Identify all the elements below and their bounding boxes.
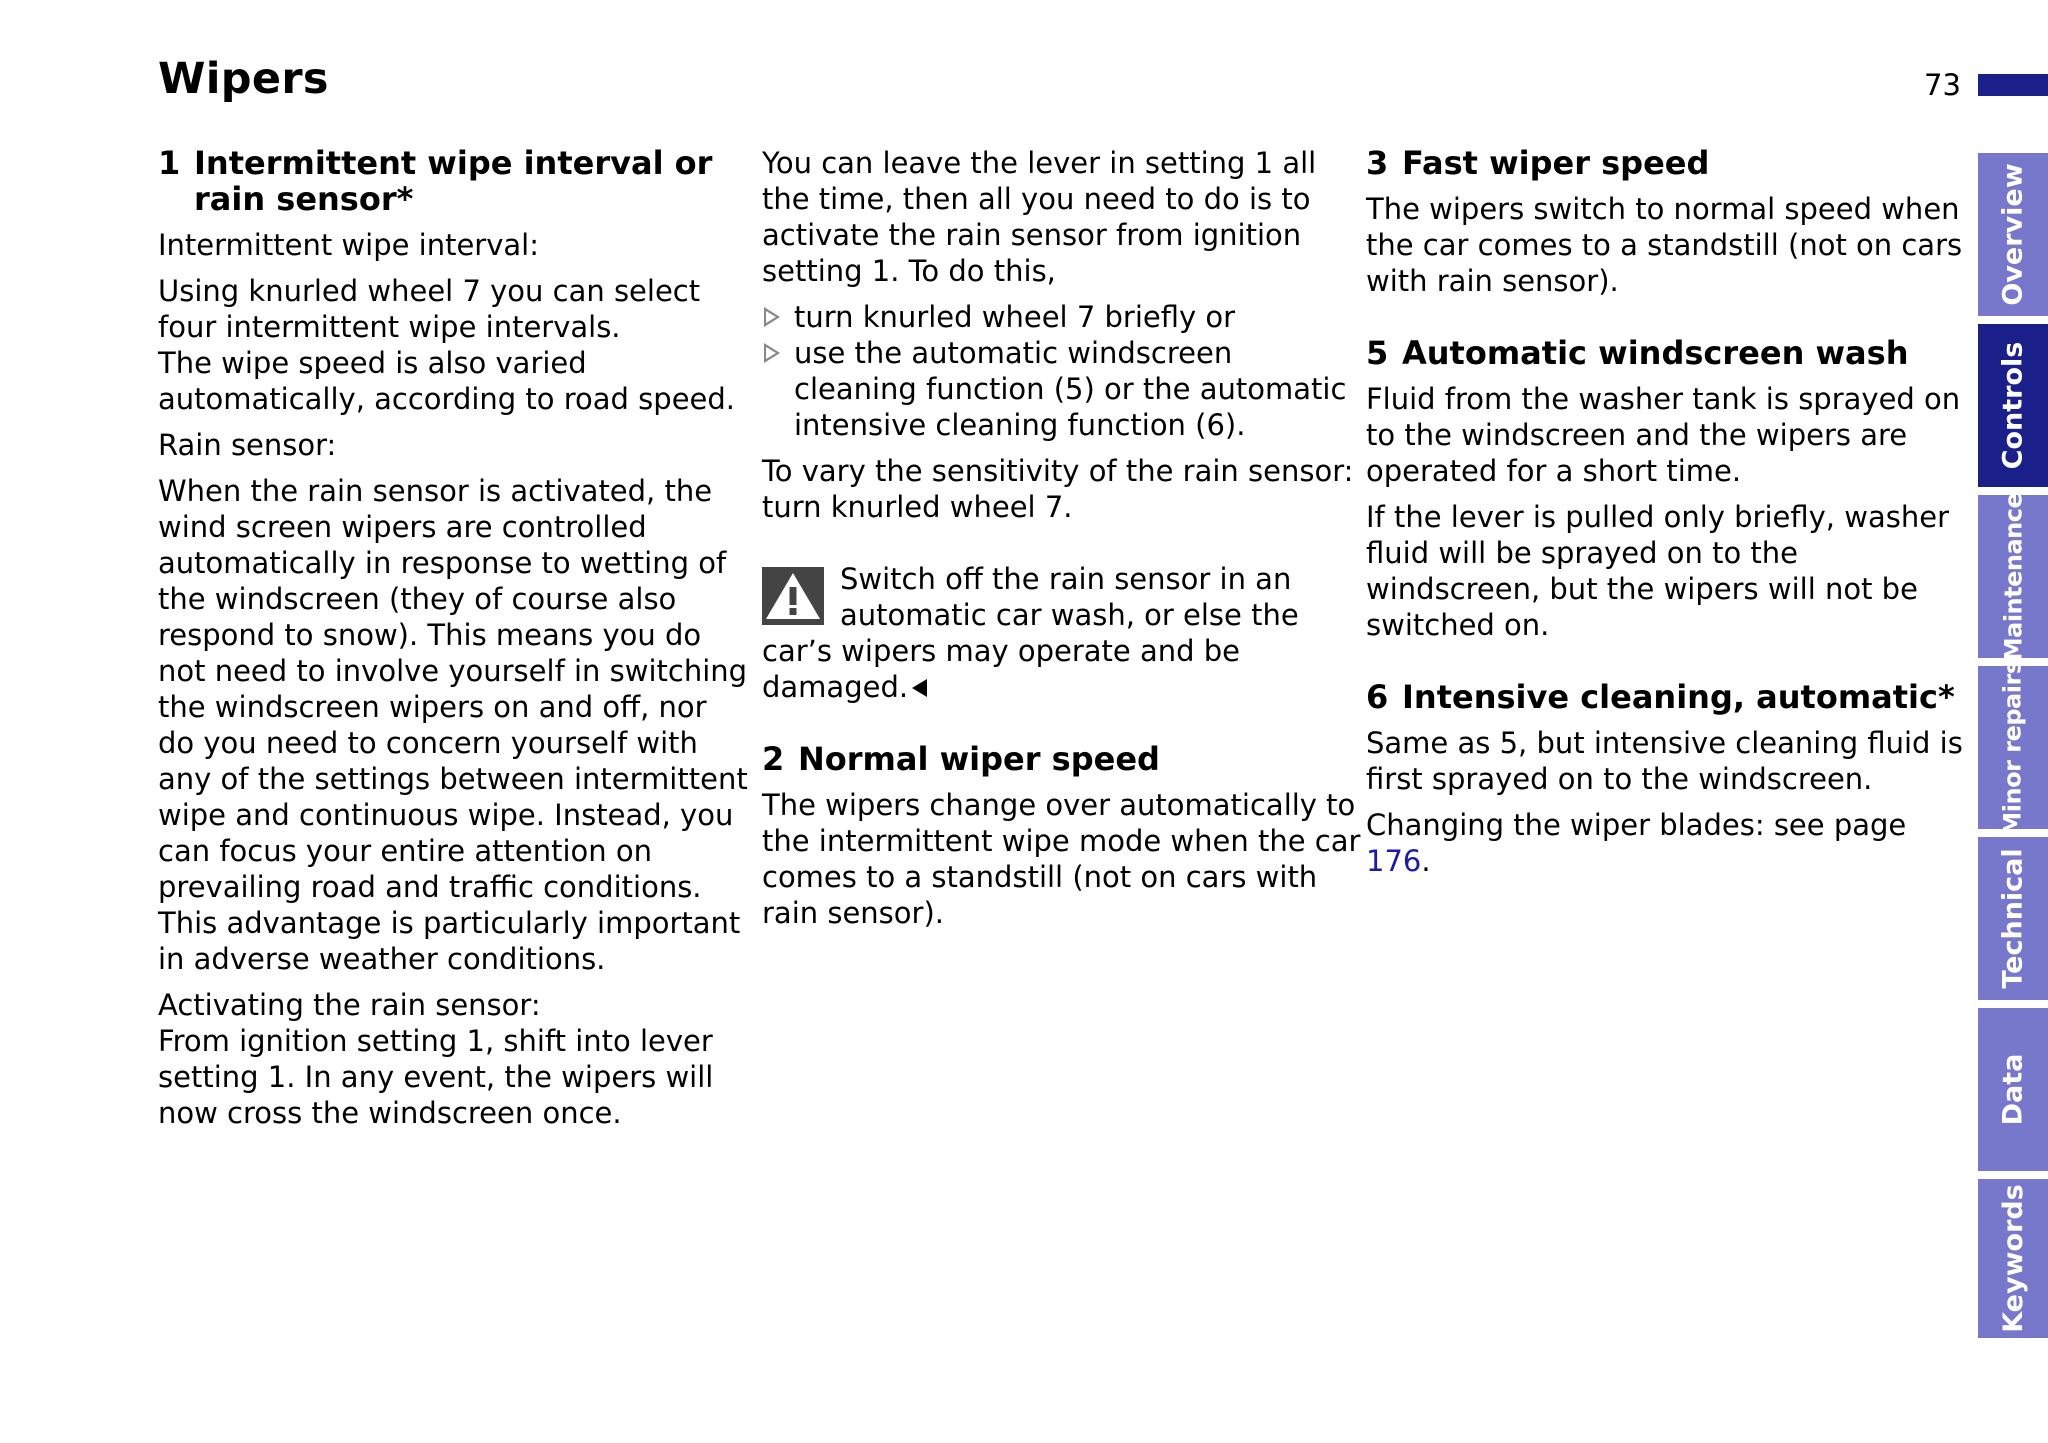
paragraph: From ignition setting 1, shift into lever setting 1. In any event, the wipers will now cross the windscreen once. xyxy=(158,1024,714,1130)
paragraph: If the lever is pulled only briefly, washer fluid will be sprayed on to the windscreen, but the wipers will not be switched on. xyxy=(1366,500,1949,642)
section-title: Intermittent wipe interval or rain sensor* xyxy=(194,144,713,218)
triangle-bullet-icon xyxy=(762,299,794,335)
list-item xyxy=(762,299,1362,335)
section-1-heading xyxy=(158,145,748,217)
tab-minor-repairs[interactable] xyxy=(1978,659,2048,836)
paragraph: You can leave the lever in setting 1 all the time, then all you need to do is to activate the rain sensor from ignition setting 1. To do this, xyxy=(762,146,1317,288)
tab-label: Overview xyxy=(1997,163,2029,306)
tab-label: Controls xyxy=(1997,341,2029,470)
tab-data[interactable] xyxy=(1978,1008,2048,1171)
tab-overview[interactable] xyxy=(1978,153,2048,316)
paragraph-text: . xyxy=(1421,844,1431,878)
tab-technical[interactable] xyxy=(1978,837,2048,1000)
section-6-heading xyxy=(1366,679,1966,715)
section-number: 1 xyxy=(158,144,181,182)
paragraph: The wipers change over automatically to the intermittent wipe mode when the car comes to a standstill (not on cars with rain sensor). xyxy=(762,788,1361,930)
paragraph: To vary the sensitivity of the rain sensor: turn knurled wheel 7. xyxy=(762,454,1354,524)
page-title: Wipers xyxy=(158,54,329,104)
section-number: 5 xyxy=(1366,334,1389,372)
paragraph xyxy=(1366,807,1966,879)
column-2 xyxy=(762,145,1362,931)
paragraph: When the rain sensor is activated, the wind screen wipers are controlled automatically in response to wetting of the windscreen (they of course also respond to snow). This means you do not need to involve yourself in switching the windscreen wipers on and off, nor do you need to concern yourself with any of the settings between intermittent wipe and continuous wipe. Instead, you can focus your entire attention on prevailing road and traffic conditions. This advantage is particularly important in adverse weather conditions. xyxy=(158,474,748,976)
page-link[interactable]: 176 xyxy=(1366,844,1422,878)
tab-keywords[interactable] xyxy=(1978,1179,2048,1338)
column-1 xyxy=(158,145,748,1131)
warning-icon xyxy=(762,567,824,625)
warning-text: Switch off the rain sensor in an automatic car wash, or else the car’s wipers may operate and be damaged. xyxy=(762,562,1299,704)
section-number: 2 xyxy=(762,740,785,778)
tab-label: Technical xyxy=(1997,848,2029,989)
section-title: Normal wiper speed xyxy=(798,740,1160,778)
paragraph: Rain sensor: xyxy=(158,428,337,462)
paragraph: The wipers switch to normal speed when the car comes to a standstill (not on cars with rain sensor). xyxy=(1366,192,1963,298)
section-title: Intensive cleaning, automatic* xyxy=(1402,678,1955,716)
paragraph: The wipe speed is also varied automatically, according to road speed. xyxy=(158,346,736,416)
section-2-heading xyxy=(762,741,1362,777)
section-title: Fast wiper speed xyxy=(1402,144,1710,182)
tab-controls[interactable] xyxy=(1978,324,2048,487)
tab-label: Keywords xyxy=(1997,1184,2029,1333)
paragraph: Activating the rain sensor: xyxy=(158,988,541,1022)
tab-label: Minor repairs xyxy=(1999,659,2027,836)
section-3-heading xyxy=(1366,145,1966,181)
section-number: 6 xyxy=(1366,678,1389,716)
warning-note xyxy=(762,561,1362,705)
tab-maintenance[interactable] xyxy=(1978,492,2048,661)
triangle-bullet-icon xyxy=(762,335,794,371)
tab-label: Data xyxy=(1997,1053,2029,1126)
tab-label: Maintenance xyxy=(1999,492,2028,661)
column-3 xyxy=(1366,145,1966,879)
end-mark-icon xyxy=(912,679,927,697)
section-tabs xyxy=(1978,0,2048,1443)
list-item xyxy=(762,335,1362,443)
section-5-heading xyxy=(1366,335,1966,371)
page-number: 73 xyxy=(1924,68,1961,102)
list-item-text: turn knurled wheel 7 briefly or xyxy=(794,300,1236,334)
section-number: 3 xyxy=(1366,144,1389,182)
paragraph: Fluid from the washer tank is sprayed on to the windscreen and the wipers are operated for a short time. xyxy=(1366,382,1961,488)
paragraph-text: Changing the wiper blades: see page xyxy=(1366,808,1907,842)
section-title: Automatic windscreen wash xyxy=(1402,334,1909,372)
paragraph: Using knurled wheel 7 you can select four intermittent wipe intervals. xyxy=(158,274,701,344)
paragraph: Same as 5, but intensive cleaning fluid is first sprayed on to the windscreen. xyxy=(1366,726,1963,796)
list-item-text: use the automatic windscreen cleaning function (5) or the automatic intensive cleaning function (6). xyxy=(794,336,1347,442)
paragraph: Intermittent wipe interval: xyxy=(158,228,539,262)
